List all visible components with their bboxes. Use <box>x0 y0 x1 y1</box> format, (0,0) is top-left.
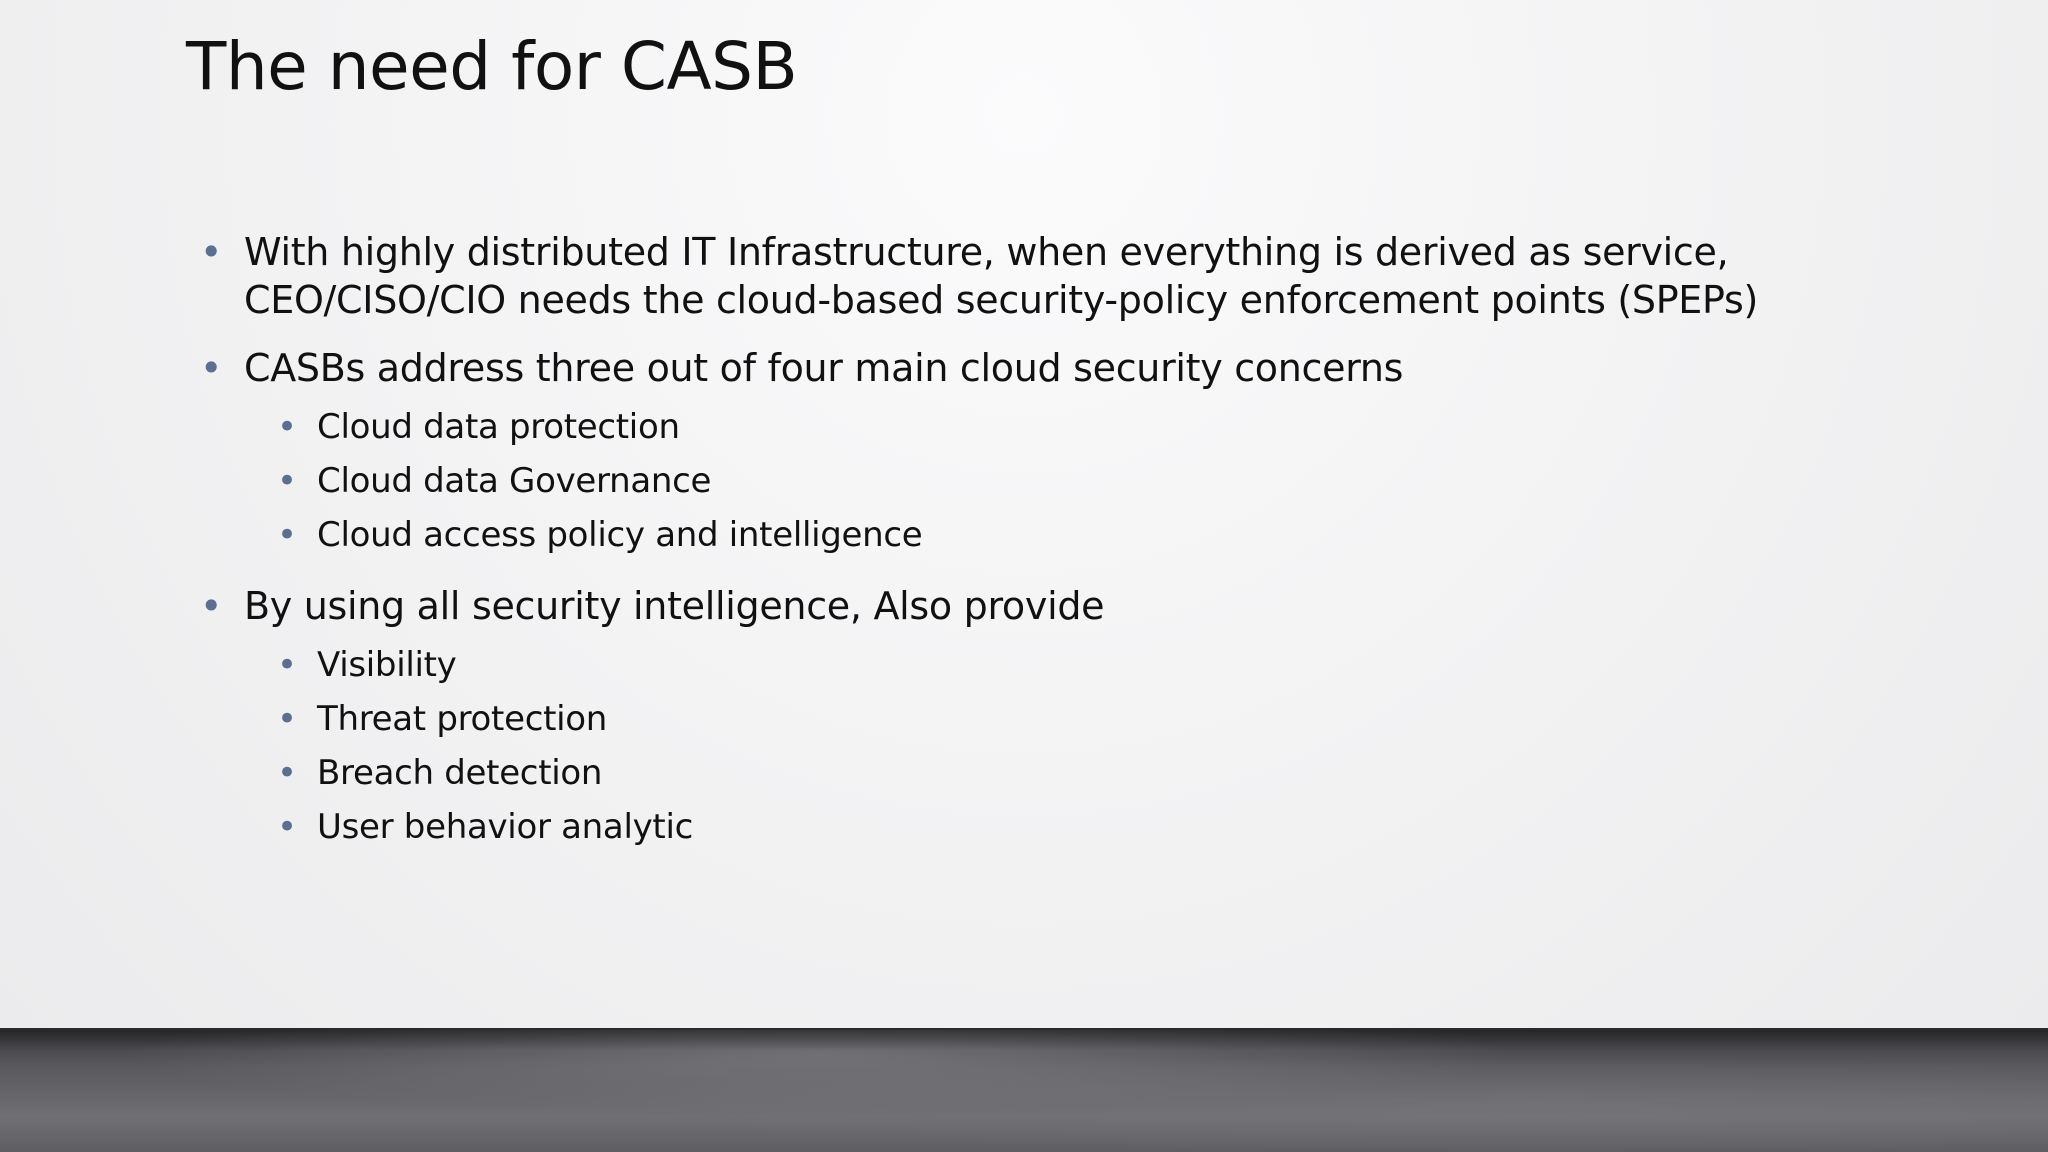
sub-bullet-text: User behavior analytic <box>317 807 693 847</box>
bullet-dot-icon: • <box>200 230 223 274</box>
floor-shadow <box>0 1030 2048 1050</box>
sub-bullet-dot-icon: • <box>277 461 297 501</box>
sub-bullet-dot-icon: • <box>277 807 297 847</box>
bullet-text-line: By using all security intelligence, Also provide <box>244 584 1105 628</box>
bullet-text-line: With highly distributed IT Infrastructure, when everything is derived as service, <box>244 230 1729 274</box>
slide-title: The need for CASB <box>186 28 798 105</box>
sub-bullet-item <box>277 638 1960 692</box>
floor-background <box>0 1028 2048 1152</box>
sub-bullet-dot-icon: • <box>277 753 297 793</box>
sub-bullet-item <box>277 800 1960 854</box>
bullet-text-line: CEO/CISO/CIO needs the cloud-based security-policy enforcement points (SPEPs) <box>244 278 1758 322</box>
sub-bullet-item <box>277 746 1960 800</box>
sub-bullet-text: Breach detection <box>317 753 603 793</box>
sub-bullet-list <box>244 638 1960 854</box>
sub-bullet-text: Cloud data protection <box>317 407 680 447</box>
bullet-list <box>200 228 1960 874</box>
bullet-dot-icon: • <box>200 346 223 390</box>
sub-bullet-item <box>277 692 1960 746</box>
bullet-text-line: CASBs address three out of four main cloud security concerns <box>244 346 1404 390</box>
sub-bullet-dot-icon: • <box>277 699 297 739</box>
bullet-item <box>200 582 1960 854</box>
bullet-item <box>200 228 1960 324</box>
sub-bullet-dot-icon: • <box>277 407 297 447</box>
sub-bullet-dot-icon: • <box>277 515 297 555</box>
sub-bullet-dot-icon: • <box>277 645 297 685</box>
bullet-dot-icon: • <box>200 584 223 628</box>
sub-bullet-text: Cloud access policy and intelligence <box>317 515 923 555</box>
sub-bullet-text: Visibility <box>317 645 457 685</box>
bullet-item <box>200 344 1960 562</box>
sub-bullet-item <box>277 454 1960 508</box>
sub-bullet-item <box>277 508 1960 562</box>
sub-bullet-text: Cloud data Governance <box>317 461 712 501</box>
sub-bullet-item <box>277 400 1960 454</box>
sub-bullet-text: Threat protection <box>317 699 608 739</box>
sub-bullet-list <box>244 400 1960 562</box>
